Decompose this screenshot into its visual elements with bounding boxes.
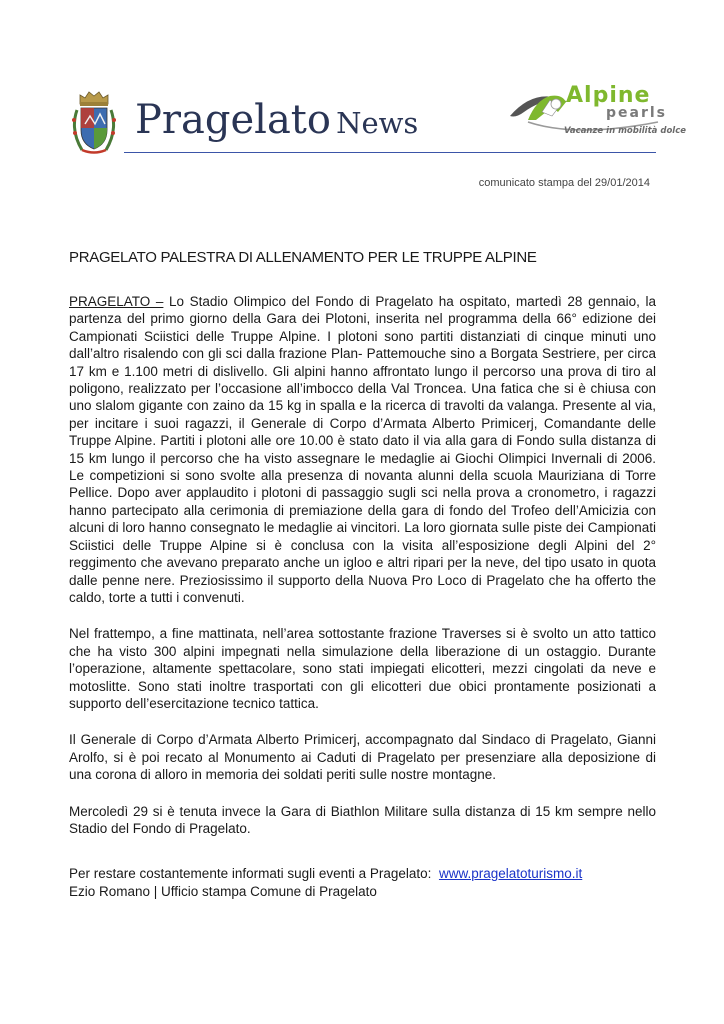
article-paragraph xyxy=(69,293,656,606)
article-paragraph: Il Generale di Corpo d’Armata Alberto Primicerj, accompagnato dal Sindaco di Pragelato, Gianni Arolfo, si è poi recato al Monumento ai Caduti di Pragelato per presenziare alla deposizione di una corona di alloro in memoria dei soldati periti sulle nostre montagne. xyxy=(69,732,656,783)
footer-signature: Ezio Romano | Ufficio stampa Comune di Pragelato xyxy=(69,884,377,899)
article-body xyxy=(69,293,656,856)
article-paragraph: Nel frattempo, a fine mattinata, nell’area sottostante frazione Traverses si è svolto un atto tattico che ha visto 300 alpini impegnati nella simulazione della liberazione di un ostaggio. Durante l’operazione, altamente spettacolare, sono stati impiegati elicotteri, mezzi cingolati da neve e motoslitte. Sono stati inoltre trasportati con gli elicotteri due obici prontamente posizionati a supporto dell’esercitazione tecnico tattica. xyxy=(69,626,656,711)
masthead-title-sub: News xyxy=(336,106,419,140)
logo-subword: pearls xyxy=(606,105,667,121)
website-link[interactable]: www.pragelatoturismo.it xyxy=(438,866,583,881)
logo-tagline: Vacanze in mobilità dolce xyxy=(564,126,686,136)
footer xyxy=(69,865,669,901)
article-headline: PRAGELATO PALESTRA DI ALLENAMENTO PER LE TRUPPE ALPINE xyxy=(69,249,537,266)
masthead-title-main: Pragelato xyxy=(135,97,331,143)
masthead-title xyxy=(135,97,419,143)
masthead-rule xyxy=(124,152,656,153)
footer-info-text: Per restare costantemente informati sugli eventi a Pragelato: xyxy=(69,866,439,881)
article-paragraph: Mercoledì 29 si è tenuta invece la Gara di Biathlon Militare sulla distanza di 15 km sempre nello Stadio del Fondo di Pragelato. xyxy=(69,803,656,836)
article-lead: PRAGELATO – xyxy=(69,294,164,309)
coat-of-arms-icon xyxy=(68,88,120,156)
logo-wordmark: Alpine xyxy=(566,83,651,108)
article-paragraph-text: Lo Stadio Olimpico del Fondo di Pragelato ha ospitato, martedì 28 gennaio, la partenza del primo giorno della Gara dei Plotoni, inserita nel programma della 66° edizione dei Campionati Sciistici delle Truppe Alpine. I plotoni sono partiti distanziati di cinque minuti uno dall’altro risalendo con gli sci dalla frazione Plan- Pattemouche sino a Borgata Sestriere, per circa 17 km e 1.100 metri di dislivello. Gli alpini hanno affrontato lungo il percorso una prova di tiro al poligono, realizzato per l’occasione all’imbocco della Val Troncea. Una fatica che si è chiusa con uno slalom gigante con zaino da 15 kg in spalla e la ricerca di travolti da valanga. Presente al via, per incitare i suoi ragazzi, il Generale di Corpo d’Armata Alberto Primicerj, Comandante delle Truppe Alpine. Partiti i plotoni alle ore 10.00 è stato dato il via alla gara di Fondo sulla distanza di 15 km lungo il percorso che ha visto assegnare le medaglie ai Giochi Olimpici Invernali di 2006. Le competizioni si sono svolte alla presenza di novanta alunni della scuola Mauriziana di Torre Pellice. Dopo aver applaudito i plotoni di passaggio sugli sci nella prova a cronometro, i ragazzi hanno partecipato alla cerimonia di premiazione della gara di fondo del Trofeo dell’Amicizia con alcuni di loro hanno consegnato le medaglie ai vincitori. La loro giornata sulle piste dei Campionati Sciistici delle Truppe Alpine si è conclusa con la visita all’esposizione degli Alpini del 2° reggimento che avevano preparato anche un igloo e altri ripari per la neve, del tipo usato in quota dalle penne nere. Preziosissimo il supporto della Nuova Pro Loco di Pragelato che ha offerto the caldo, torte a tutti i convenuti. xyxy=(69,294,656,605)
footer-info-line xyxy=(69,865,669,883)
press-release-date: comunicato stampa del 29/01/2014 xyxy=(478,177,650,189)
